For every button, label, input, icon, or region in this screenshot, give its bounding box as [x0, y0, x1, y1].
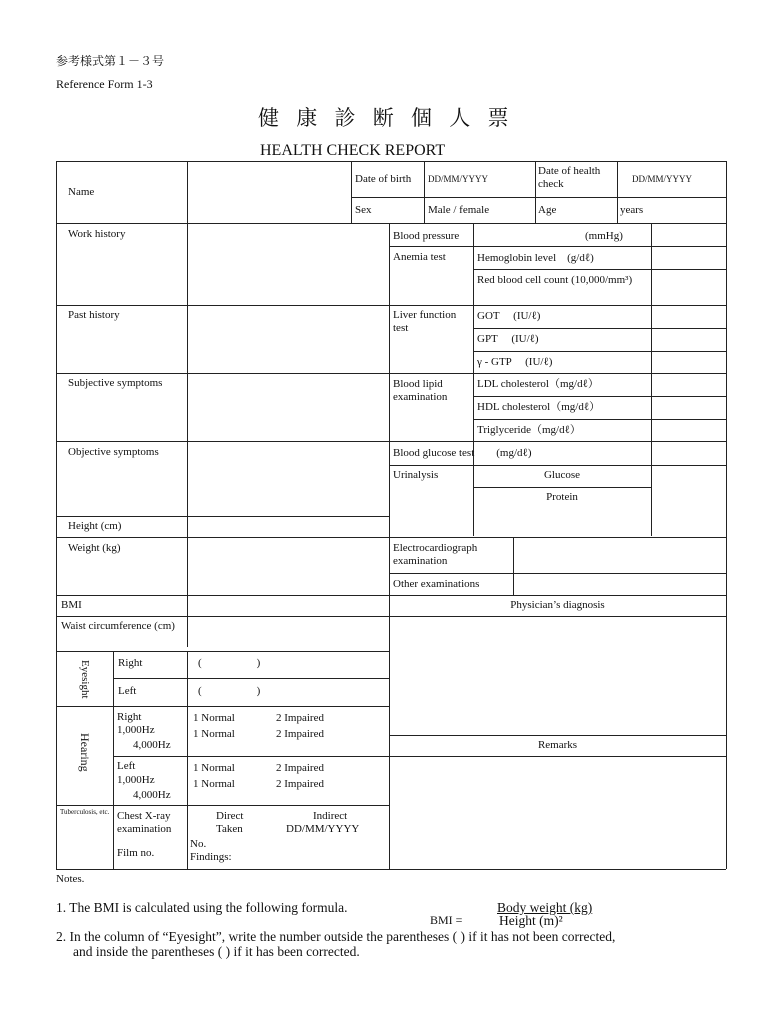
got-label: GOT (IU/ℓ) — [477, 310, 541, 322]
age-label: Age — [538, 204, 557, 216]
urine-glucose-label: Glucose — [543, 469, 581, 481]
urine-protein-label: Protein — [546, 491, 578, 503]
hearing-right-4000-impaired[interactable]: 2 Impaired — [276, 728, 324, 740]
anemia-label: Anemia test — [393, 251, 446, 263]
blood-glucose-label: Blood glucose test (mg/dℓ) — [393, 447, 532, 459]
hearing-label: Hearing — [78, 733, 92, 772]
age-unit: years — [620, 204, 644, 216]
title-en: HEALTH CHECK REPORT — [260, 142, 446, 159]
bmi-denominator: Height (m)² — [499, 913, 563, 928]
hearing-right-1000-impaired[interactable]: 2 Impaired — [276, 712, 324, 724]
title-jp: 健 康 診 断 個 人 票 — [258, 106, 515, 130]
notes-heading: Notes. — [56, 873, 85, 885]
sex-value[interactable]: Male / female — [428, 204, 490, 216]
sex-label: Sex — [355, 204, 372, 216]
remarks-label: Remarks — [537, 739, 578, 751]
xray-indirect[interactable]: Indirect — [313, 810, 348, 822]
hemoglobin-label: Hemoglobin level (g/dℓ) — [477, 252, 594, 264]
ggtp-label: γ - GTP (IU/ℓ) — [477, 356, 553, 368]
hdl-label: HDL cholesterol（mg/dℓ） — [477, 401, 601, 413]
xray-direct[interactable]: Direct — [216, 810, 244, 822]
blood-pressure-label: Blood pressure — [393, 230, 460, 242]
dob-label: Date of birth — [355, 173, 412, 185]
height-label: Height (cm) — [68, 520, 122, 532]
triglyceride-label: Triglyceride（mg/dℓ） — [477, 424, 581, 436]
xray-date[interactable]: DD/MM/YYYY — [286, 823, 360, 835]
hearing-left-label: Left — [117, 760, 136, 772]
hearing-right-4000-normal[interactable]: 1 Normal — [193, 728, 235, 740]
check-date-label: Date of health check — [538, 165, 601, 190]
hearing-left-1000-impaired[interactable]: 2 Impaired — [276, 762, 324, 774]
hearing-right-1000: 1,000Hz — [117, 724, 155, 736]
eyesight-label: Eyesight — [79, 660, 91, 699]
blood-pressure-unit: (mmHg) — [585, 230, 623, 242]
waist-label: Waist circumference (cm) — [61, 620, 175, 632]
hearing-right-4000: 4,000Hz — [133, 739, 171, 751]
hearing-left-4000: 4,000Hz — [133, 789, 171, 801]
xray-taken: Taken — [216, 823, 243, 835]
eyesight-left-value[interactable]: ( ) — [198, 685, 261, 697]
check-date-value[interactable]: DD/MM/YYYY — [632, 174, 693, 184]
hearing-left-4000-normal[interactable]: 1 Normal — [193, 778, 235, 790]
hearing-right-1000-normal[interactable]: 1 Normal — [193, 712, 235, 724]
gpt-label: GPT (IU/ℓ) — [477, 333, 539, 345]
reference-en: Reference Form 1-3 — [56, 77, 153, 91]
note-2-line-2: and inside the parentheses ( ) if it has been corrected. — [73, 944, 360, 959]
weight-label: Weight (kg) — [68, 542, 121, 554]
note-2-line-1: 2. In the column of “Eyesight”, write the number outside the parentheses ( ) if it has not been corrected, — [56, 929, 616, 944]
xray-no: No. — [190, 838, 207, 850]
reference-jp: 参考様式第１－３号 — [56, 54, 165, 68]
work-history-label: Work history — [68, 228, 126, 240]
liver-label: Liver function test — [393, 309, 457, 334]
physician-diagnosis-label: Physician’s diagnosis — [510, 599, 605, 611]
hearing-left-1000-normal[interactable]: 1 Normal — [193, 762, 235, 774]
objective-symptoms-label: Objective symptoms — [68, 446, 159, 458]
bmi-equation-label: BMI = — [430, 913, 463, 927]
bmi-numerator: Body weight (kg) — [497, 900, 593, 915]
blood-lipid-label: Blood lipid examination — [393, 378, 448, 403]
film-no-label: Film no. — [117, 847, 155, 859]
eyesight-right-value[interactable]: ( ) — [198, 657, 261, 669]
name-label: Name — [68, 186, 95, 198]
bmi-label: BMI — [61, 599, 82, 611]
tuberculosis-label: Tuberculosis, etc. — [60, 808, 110, 816]
urinalysis-label: Urinalysis — [393, 469, 439, 481]
dob-value[interactable]: DD/MM/YYYY — [428, 174, 489, 184]
hearing-right-label: Right — [117, 711, 142, 723]
past-history-label: Past history — [68, 309, 120, 321]
eyesight-left-label: Left — [118, 685, 137, 697]
note-1: 1. The BMI is calculated using the following formula. — [56, 900, 348, 915]
subjective-symptoms-label: Subjective symptoms — [68, 377, 163, 389]
chest-xray-label: Chest X-ray examination — [117, 810, 172, 835]
eyesight-right-label: Right — [118, 657, 143, 669]
xray-findings: Findings: — [190, 851, 232, 863]
hearing-left-1000: 1,000Hz — [117, 774, 155, 786]
ldl-label: LDL cholesterol（mg/dℓ） — [477, 378, 599, 390]
other-exam-label: Other examinations — [393, 578, 480, 590]
rbc-label: Red blood cell count (10,000/mm³) — [477, 274, 633, 286]
ecg-label: Electrocardiograph examination — [393, 542, 478, 567]
name-field[interactable] — [188, 162, 350, 222]
hearing-left-4000-impaired[interactable]: 2 Impaired — [276, 778, 324, 790]
